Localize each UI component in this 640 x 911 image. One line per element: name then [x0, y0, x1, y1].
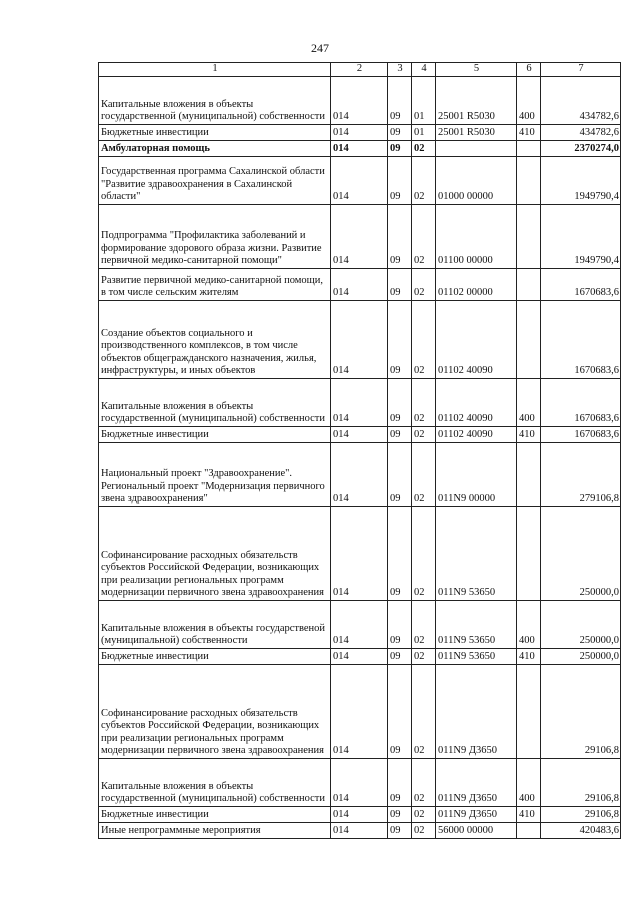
subsection-cell: 02 [412, 442, 436, 506]
item-name-cell: Государственная программа Сахалинской области "Развитие здравоохранения в Сахалинской области" [99, 156, 331, 204]
target-article-cell: 01102 00000 [436, 268, 517, 300]
target-article-cell: 011N9 00000 [436, 442, 517, 506]
admin-code-cell: 014 [331, 300, 388, 378]
item-name-cell: Бюджетные инвестиции [99, 124, 331, 140]
expense-type-cell [517, 442, 541, 506]
section-cell: 09 [388, 268, 412, 300]
section-cell: 09 [388, 300, 412, 378]
table-row [99, 442, 621, 506]
amount-cell: 29106,8 [541, 758, 621, 806]
expense-type-cell [517, 300, 541, 378]
subsection-cell: 02 [412, 648, 436, 664]
subsection-cell: 02 [412, 426, 436, 442]
section-cell: 09 [388, 758, 412, 806]
target-article-cell: 01102 40090 [436, 426, 517, 442]
amount-cell: 434782,6 [541, 124, 621, 140]
item-name-cell: Капитальные вложения в объекты государственной (муниципальной) собственности [99, 758, 331, 806]
admin-code-cell: 014 [331, 822, 388, 838]
admin-code-cell: 014 [331, 506, 388, 600]
section-cell: 09 [388, 156, 412, 204]
admin-code-cell: 014 [331, 76, 388, 124]
item-name-cell: Иные непрограммные мероприятия [99, 822, 331, 838]
amount-cell: 250000,0 [541, 648, 621, 664]
item-name-cell: Создание объектов социального и производственного комплексов, в том числе объектов общегражданского назначения, жилья, инфраструктуры, и иных объектов [99, 300, 331, 378]
section-cell: 09 [388, 140, 412, 156]
table-row [99, 600, 621, 648]
table-row [99, 758, 621, 806]
table-row [99, 300, 621, 378]
item-name-cell: Национальный проект "Здравоохранение". Региональный проект "Модернизация первичного звена здравоохранения" [99, 442, 331, 506]
expense-type-cell [517, 664, 541, 758]
target-article-cell: 011N9 Д3650 [436, 758, 517, 806]
admin-code-cell: 014 [331, 156, 388, 204]
subsection-cell: 02 [412, 806, 436, 822]
target-article-cell: 01000 00000 [436, 156, 517, 204]
expense-type-cell: 400 [517, 600, 541, 648]
target-article-cell: 01102 40090 [436, 378, 517, 426]
admin-code-cell: 014 [331, 648, 388, 664]
expense-type-cell: 400 [517, 378, 541, 426]
subsection-cell: 02 [412, 664, 436, 758]
subsection-cell: 02 [412, 140, 436, 156]
item-name-cell: Софинансирование расходных обязательств субъектов Российской Федерации, возникающих при реализации региональных программ модернизации первичного звена здравоохранения [99, 506, 331, 600]
subsection-cell: 02 [412, 822, 436, 838]
table-row [99, 124, 621, 140]
item-name-cell: Развитие первичной медико-санитарной помощи, в том числе сельским жителям [99, 268, 331, 300]
target-article-cell: 01100 00000 [436, 204, 517, 268]
subsection-cell: 02 [412, 156, 436, 204]
amount-cell: 1949790,4 [541, 156, 621, 204]
amount-cell: 420483,6 [541, 822, 621, 838]
subsection-cell: 01 [412, 124, 436, 140]
admin-code-cell: 014 [331, 378, 388, 426]
expense-type-cell: 400 [517, 76, 541, 124]
subsection-cell: 02 [412, 600, 436, 648]
section-cell: 09 [388, 378, 412, 426]
admin-code-cell: 014 [331, 204, 388, 268]
header-cell: 1 [99, 63, 331, 77]
expense-type-cell: 410 [517, 124, 541, 140]
admin-code-cell: 014 [331, 268, 388, 300]
table-row [99, 268, 621, 300]
target-article-cell: 25001 R5030 [436, 124, 517, 140]
section-cell: 09 [388, 822, 412, 838]
table-row [99, 76, 621, 124]
admin-code-cell: 014 [331, 600, 388, 648]
section-cell: 09 [388, 600, 412, 648]
amount-cell: 279106,8 [541, 442, 621, 506]
target-article-cell: 25001 R5030 [436, 76, 517, 124]
target-article-cell: 56000 00000 [436, 822, 517, 838]
expense-type-cell: 410 [517, 806, 541, 822]
item-name-cell: Капитальные вложения в объекты государственой (муниципальной) собственности [99, 600, 331, 648]
admin-code-cell: 014 [331, 664, 388, 758]
section-cell: 09 [388, 506, 412, 600]
section-cell: 09 [388, 664, 412, 758]
amount-cell: 250000,0 [541, 600, 621, 648]
target-article-cell: 01102 40090 [436, 300, 517, 378]
expense-type-cell [517, 822, 541, 838]
target-article-cell: 011N9 53650 [436, 506, 517, 600]
subsection-cell: 02 [412, 300, 436, 378]
section-cell: 09 [388, 806, 412, 822]
header-cell: 3 [388, 63, 412, 77]
section-cell: 09 [388, 648, 412, 664]
section-cell: 09 [388, 426, 412, 442]
subsection-cell: 02 [412, 204, 436, 268]
budget-table [98, 62, 621, 839]
item-name-cell: Бюджетные инвестиции [99, 426, 331, 442]
item-name-cell: Бюджетные инвестиции [99, 648, 331, 664]
amount-cell: 1949790,4 [541, 204, 621, 268]
amount-cell: 1670683,6 [541, 426, 621, 442]
table-row [99, 506, 621, 600]
item-name-cell: Бюджетные инвестиции [99, 806, 331, 822]
subsection-cell: 02 [412, 268, 436, 300]
table-row [99, 426, 621, 442]
header-cell: 6 [517, 63, 541, 77]
item-name-cell: Софинансирование расходных обязательств субъектов Российской Федерации, возникающих при реализации региональных программ модернизации первичного звена здравоохранения [99, 664, 331, 758]
target-article-cell: 011N9 Д3650 [436, 664, 517, 758]
admin-code-cell: 014 [331, 140, 388, 156]
item-name-cell: Капитальные вложения в объекты государственной (муниципальной) собственности [99, 378, 331, 426]
subsection-cell: 02 [412, 378, 436, 426]
table-header-row [99, 63, 621, 77]
target-article-cell [436, 140, 517, 156]
expense-type-cell [517, 506, 541, 600]
table-row [99, 378, 621, 426]
page-number: 247 [311, 41, 329, 55]
item-name-cell: Амбулаторная помощь [99, 140, 331, 156]
section-cell: 09 [388, 442, 412, 506]
admin-code-cell: 014 [331, 806, 388, 822]
amount-cell: 250000,0 [541, 506, 621, 600]
subsection-cell: 02 [412, 758, 436, 806]
amount-cell: 434782,6 [541, 76, 621, 124]
header-cell: 7 [541, 63, 621, 77]
subsection-cell: 02 [412, 506, 436, 600]
section-cell: 09 [388, 124, 412, 140]
amount-cell: 29106,8 [541, 664, 621, 758]
expense-type-cell: 410 [517, 426, 541, 442]
item-name-cell: Капитальные вложения в объекты государственной (муниципальной) собственности [99, 76, 331, 124]
item-name-cell: Подпрограмма "Профилактика заболеваний и формирование здорового образа жизни. Развитие первичной медико-санитарной помощи" [99, 204, 331, 268]
amount-cell: 1670683,6 [541, 268, 621, 300]
target-article-cell: 011N9 Д3650 [436, 806, 517, 822]
table-row [99, 140, 621, 156]
amount-cell: 1670683,6 [541, 378, 621, 426]
expense-type-cell [517, 268, 541, 300]
target-article-cell: 011N9 53650 [436, 600, 517, 648]
expense-type-cell: 410 [517, 648, 541, 664]
admin-code-cell: 014 [331, 124, 388, 140]
expense-type-cell [517, 156, 541, 204]
header-cell: 2 [331, 63, 388, 77]
admin-code-cell: 014 [331, 758, 388, 806]
amount-cell: 29106,8 [541, 806, 621, 822]
admin-code-cell: 014 [331, 442, 388, 506]
header-cell: 4 [412, 63, 436, 77]
table-row [99, 204, 621, 268]
section-cell: 09 [388, 76, 412, 124]
table-row [99, 822, 621, 838]
expense-type-cell [517, 204, 541, 268]
table-row [99, 648, 621, 664]
amount-cell: 1670683,6 [541, 300, 621, 378]
amount-cell: 2370274,0 [541, 140, 621, 156]
subsection-cell: 01 [412, 76, 436, 124]
expense-type-cell: 400 [517, 758, 541, 806]
table-row [99, 664, 621, 758]
admin-code-cell: 014 [331, 426, 388, 442]
section-cell: 09 [388, 204, 412, 268]
expense-type-cell [517, 140, 541, 156]
table-row [99, 806, 621, 822]
target-article-cell: 011N9 53650 [436, 648, 517, 664]
header-cell: 5 [436, 63, 517, 77]
table-row [99, 156, 621, 204]
